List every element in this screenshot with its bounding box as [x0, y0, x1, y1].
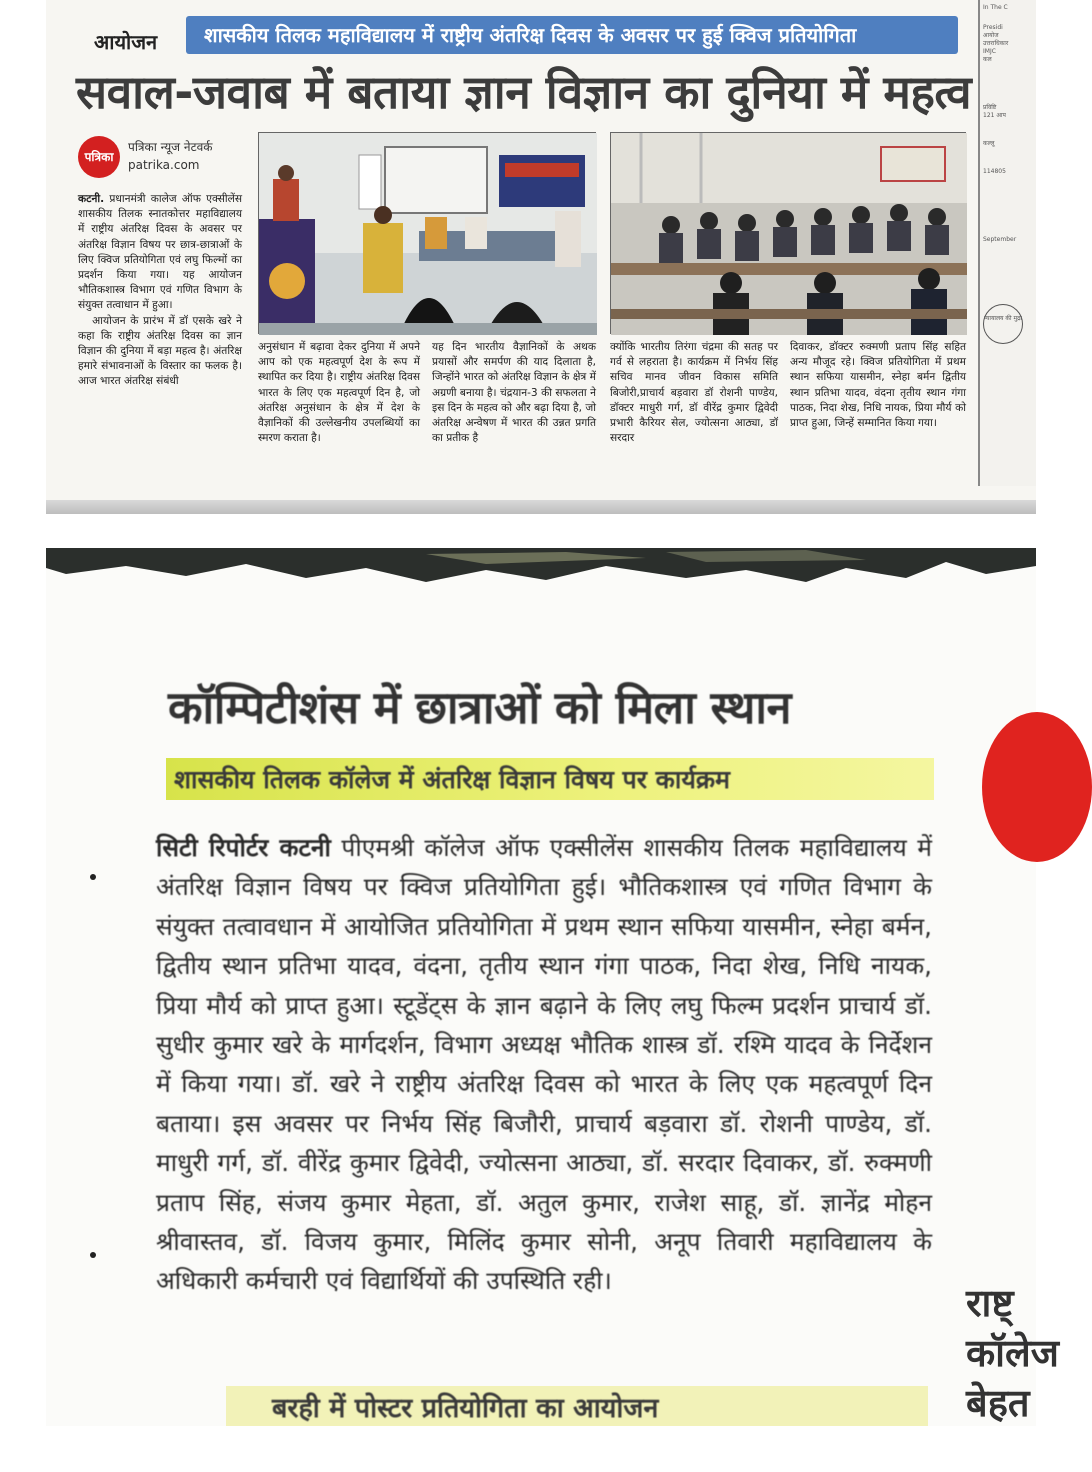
- punch-dot: [90, 874, 96, 880]
- article-column-3: [432, 340, 596, 488]
- strip-line: 114805: [983, 168, 1006, 175]
- court-seal: न्यायालय की मुद्रा: [983, 304, 1023, 344]
- column-4-text: क्योंकि भारतीय तिरंगा चंद्रमा की सतह पर गर्व से लहराता है। कार्यक्रम में निर्भय सिंह सचिव मानव जीवन विकास समिति बिजोरी,प्राचार्य बड़वारा डॉ रोशनी पाण्डेय, डॉक्टर माधुरी गर्ग, डॉ वीरेंद्र कुमार द्विवेदी प्रभारी कैरियर सेल, ज्योत्सना आठ्या, डॉ सरदार: [610, 341, 778, 445]
- strip-line: September: [983, 236, 1017, 243]
- strip-line: प्रविष्टि: [983, 104, 997, 111]
- subheading-highlight: [166, 758, 934, 800]
- column-5-text: दिवाकर, डॉक्टर रुक्मणी प्रताप सिंह सहित अन्य मौजूद रहे। क्विज प्रतियोगिता में प्रथम स्थान सफिया यासमीन, स्नेहा बर्मन द्वितीय स्थान प्रतिभा यादव, वंदना तृतीय स्थान गंगा पाठक, निदा शेख, निधि नायक, प्रिया मौर्य को प्राप्त हुआ, जिन्हें सम्मानित किया गया।: [790, 341, 966, 430]
- strip-line: Presidi: [983, 24, 1003, 31]
- punch-dot: [90, 1252, 96, 1258]
- stage-photo-illustration: [259, 133, 597, 335]
- headline-banner: शासकीय तिलक महाविद्यालय में राष्ट्रीय अंतरिक्ष दिवस के अवसर पर हुई क्विज प्रतियोगिता: [186, 16, 958, 54]
- column-1-text-b: आयोजन के प्रारंभ में डॉ एसके खरे ने कहा कि राष्ट्रीय अंतरिक्ष दिवस का ज्ञान विज्ञान की दुनिया में बड़ा महत्व है। अंतरिक्ष हमारे संभावनाओं के विस्तार का फलक है। आज भारत अंतरिक्ष संबंधी: [78, 314, 242, 388]
- byline: [78, 132, 258, 182]
- column-3-text: यह दिन भारतीय वैज्ञानिकों के अथक प्रयासों और समर्पण की याद दिलाता है, जिन्होंने भारत को अंतरिक्ष विज्ञान के क्षेत्र में अग्रणी बनाया है। चंद्रयान-3 की सफलता ने इस दिन के महत्व को और बढ़ा दिया है, जो अंतरिक्ष अन्वेषण में भारत की उन्नत प्रगति का प्रतीक है: [432, 341, 596, 445]
- edge-fragment: कॉलेज: [966, 1331, 1059, 1375]
- footer-highlight: [226, 1386, 928, 1426]
- torn-edge: [46, 548, 1036, 588]
- strip-line: In The C: [983, 4, 1008, 11]
- adjacent-column-strip: [978, 0, 1036, 486]
- strip-line: कल्लू: [983, 140, 995, 147]
- edge-fragment: बेहत: [966, 1381, 1030, 1425]
- article-column-2: [258, 340, 420, 488]
- article-column-4: [610, 340, 778, 488]
- column-2-text: अनुसंधान में बढ़ावा देकर दुनिया में अपने आप को एक महत्वपूर्ण देश के रूप में स्थापित कर दिया है। राष्ट्रीय अंतरिक्ष दिवस भारत के लिए एक महत्वपूर्ण दिन है, जो अंतरिक्ष अनुसंधान के क्षेत्र में देश के वैज्ञानिकों की उल्लेखनीय उपलब्धियों का स्मरण कराता है।: [258, 341, 420, 445]
- clipping-2-headline: कॉम्पिटीशंस में छात्राओं को मिला स्थान: [168, 681, 792, 734]
- main-headline: सवाल-जवाब में बताया ज्ञान विज्ञान का दुनिया में महत्व: [76, 65, 972, 119]
- article-column-1: [78, 192, 242, 484]
- body-dateline: सिटी रिपोर्टर कटनी: [156, 833, 331, 862]
- byline-name: पत्रिका न्यूज नेटवर्क: [128, 140, 213, 154]
- audience-photo-illustration: [611, 133, 967, 335]
- patrika-logo: पत्रिका: [78, 136, 120, 178]
- event-photo-stage: [258, 132, 596, 334]
- event-photo-audience: [610, 132, 966, 334]
- byline-site: patrika.com: [128, 158, 200, 172]
- edge-fragment: राष्ट्: [966, 1281, 1014, 1325]
- strip-line: कल: [983, 56, 992, 63]
- clipping-2-body: [156, 828, 932, 1301]
- column-1-text: प्रधानमंत्री कालेज ऑफ एक्सीलेंस शासकीय तिलक स्नातकोत्तर महाविद्यालय में राष्ट्रीय अंतरिक्ष दिवस के अवसर पर अंतरिक्ष विज्ञान विषय पर छात्र-छात्राओं के लिए क्विज प्रतियोगिता एवं लघु फिल्मों का प्रदर्शन किया गया। यह आयोजन भौतिकशास्त्र विभाग एवं गणित विभाग के संयुक्त तत्वाधान में हुआ।: [78, 193, 242, 312]
- article-column-5: [790, 340, 966, 488]
- strip-line: IMJC: [983, 48, 996, 55]
- body-text: पीएमश्री कॉलेज ऑफ एक्सीलेंस शासकीय तिलक महाविद्यालय में अंतरिक्ष विज्ञान विषय पर क्विज प्रतियोगिता हुई। भौतिकशास्त्र एवं गणित विभाग के संयुक्त तत्वावधान में आयोजित प्रतियोगिता में प्रथम स्थान सफिया यासमीन, स्नेहा बर्मन, द्वितीय स्थान प्रतिभा यादव, वंदना, तृतीय स्थान गंगा पाठक, निदा शेख, निधि नायक, प्रिया मौर्य को प्राप्त हुआ। स्टूडेंट्स के ज्ञान बढ़ाने के लिए लघु फिल्म प्रदर्शन प्राचार्य डॉ. सुधीर कुमार खरे के मार्गदर्शन, विभाग अध्यक्ष भौतिक शास्त्र डॉ. रश्मि यादव के निर्देशन में किया गया। डॉ. खरे ने राष्ट्रीय अंतरिक्ष दिवस को भारत के लिए एक महत्वपूर्ण दिन बताया। इस अवसर पर निर्भय सिंह बिजौरी, प्राचार्य बड़वारा डॉ. रोशनी पाण्डेय, डॉ. माधुरी गर्ग, डॉ. वीरेंद्र कुमार द्विवेदी, ज्योत्सना आठ्या, डॉ. सरदार दिवाकर, डॉ. रुक्मणी प्रताप सिंह, संजय कुमार मेहता, डॉ. अतुल कुमार, राजेश साहू, डॉ. ज्ञानेंद्र मोहन श्रीवास्तव, डॉ. विजय कुमार, मिलिंद कुमार सोनी, अनूप तिवारी महाविद्यालय के अधिकारी कर्मचारी एवं विद्यार्थियों की उपस्थिति रही।: [156, 833, 932, 1296]
- clipping-2-subhead: शासकीय तिलक कॉलेज में अंतरिक्ष विज्ञान विषय पर कार्यक्रम: [174, 765, 730, 794]
- strip-line: आयोज: [983, 32, 999, 39]
- newspaper-clipping-1: [46, 0, 1036, 500]
- clipping-2-footer-headline: बरही में पोस्टर प्रतियोगिता का आयोजन: [272, 1393, 659, 1424]
- strip-line: 121 आप: [983, 112, 1006, 119]
- red-graphic-fragment: [982, 712, 1092, 862]
- newspaper-clipping-2: [46, 548, 1059, 1426]
- section-kicker: आयोजन: [94, 30, 158, 54]
- clipping-separator: [46, 500, 1036, 514]
- dateline: कटनी.: [78, 193, 105, 205]
- strip-line: उत्तराधिकार: [983, 40, 1009, 47]
